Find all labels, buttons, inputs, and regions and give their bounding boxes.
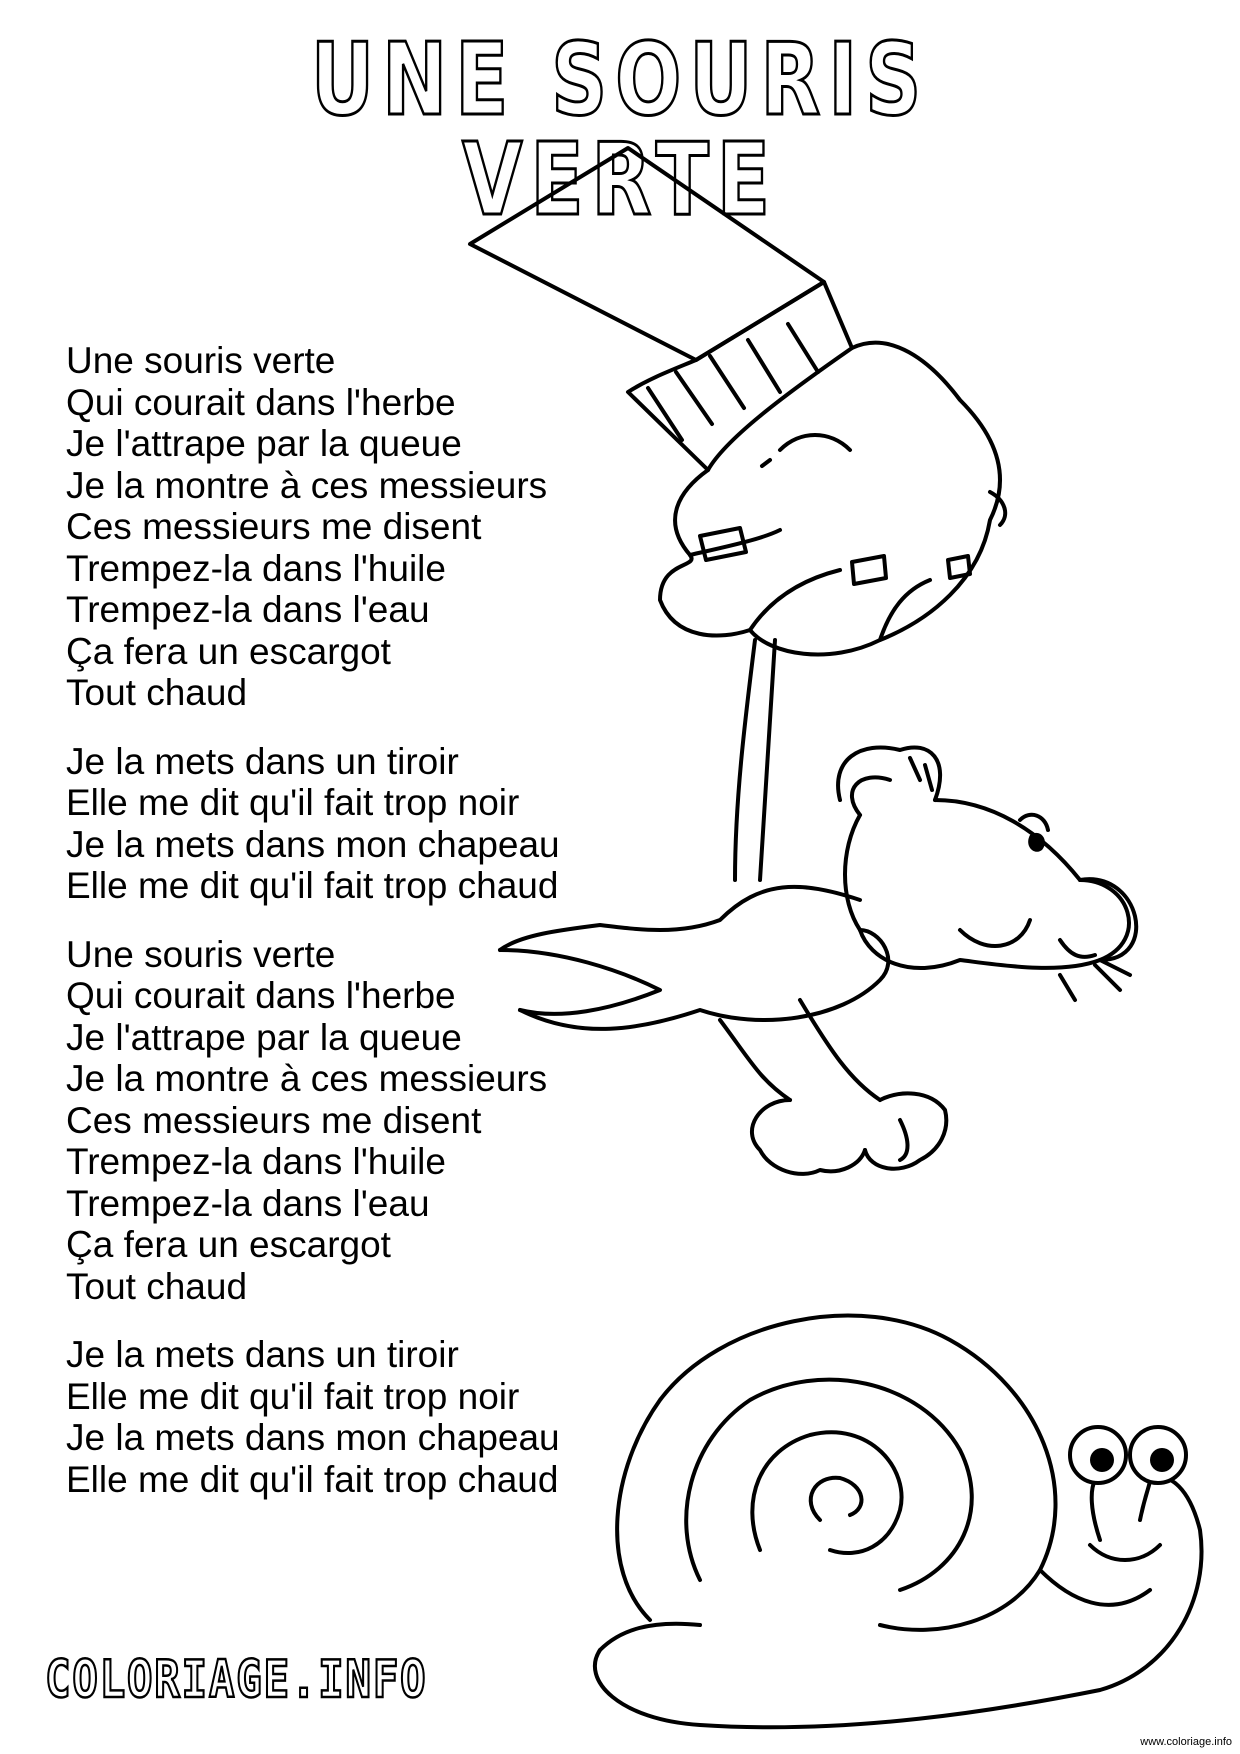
lyric-line: Trempez-la dans l'huile [66,547,446,589]
page-title: UNE SOURIS VERTE [310,21,930,238]
lyric-line: Tout chaud [66,1265,248,1307]
footer-url: www.coloriage.info [1140,1736,1232,1748]
brand-logo: COLORIAGE.INFO [45,1650,428,1710]
lyric-line: Elle me dit qu'il fait trop noir [66,782,520,823]
lyric-line: Tout chaud [66,672,248,713]
snail-illustration [595,1316,1202,1728]
lyric-line: Ça fera un escargot [66,1224,391,1265]
lyric-line: Une souris verte [66,340,336,381]
lyric-line: Je la mets dans mon chapeau [66,823,560,865]
lyric-line: Une souris verte [66,933,336,975]
lyric-line: Elle me dit qu'il fait trop noir [66,1375,520,1417]
lyric-line: Trempez-la dans l'huile [66,1141,446,1182]
lyric-line: Je la mets dans mon chapeau [66,1417,560,1458]
lyric-line: Je la montre à ces messieurs [66,1058,548,1099]
lyric-line: Trempez-la dans l'eau [66,589,430,630]
lyric-line: Qui courait dans l'herbe [66,381,456,423]
lyric-line: Ces messieurs me disent [66,1099,482,1141]
lyric-line: Ces messieurs me disent [66,506,482,547]
lyric-line: Je la mets dans un tiroir [66,740,459,782]
mouse-illustration [500,747,1136,1173]
lyric-line: Elle me dit qu'il fait trop chaud [66,1458,559,1500]
lyric-line: Qui courait dans l'herbe [66,975,456,1016]
lyric-line: Je l'attrape par la queue [66,423,462,464]
lyric-line: Je la mets dans un tiroir [66,1334,459,1375]
lyric-line: Je l'attrape par la queue [66,1016,462,1058]
lyric-line: Elle me dit qu'il fait trop chaud [66,865,559,906]
lyric-line: Ça fera un escargot [66,630,391,672]
lyric-line: Je la montre à ces messieurs [66,464,548,506]
lyric-line: Trempez-la dans l'eau [66,1182,430,1224]
